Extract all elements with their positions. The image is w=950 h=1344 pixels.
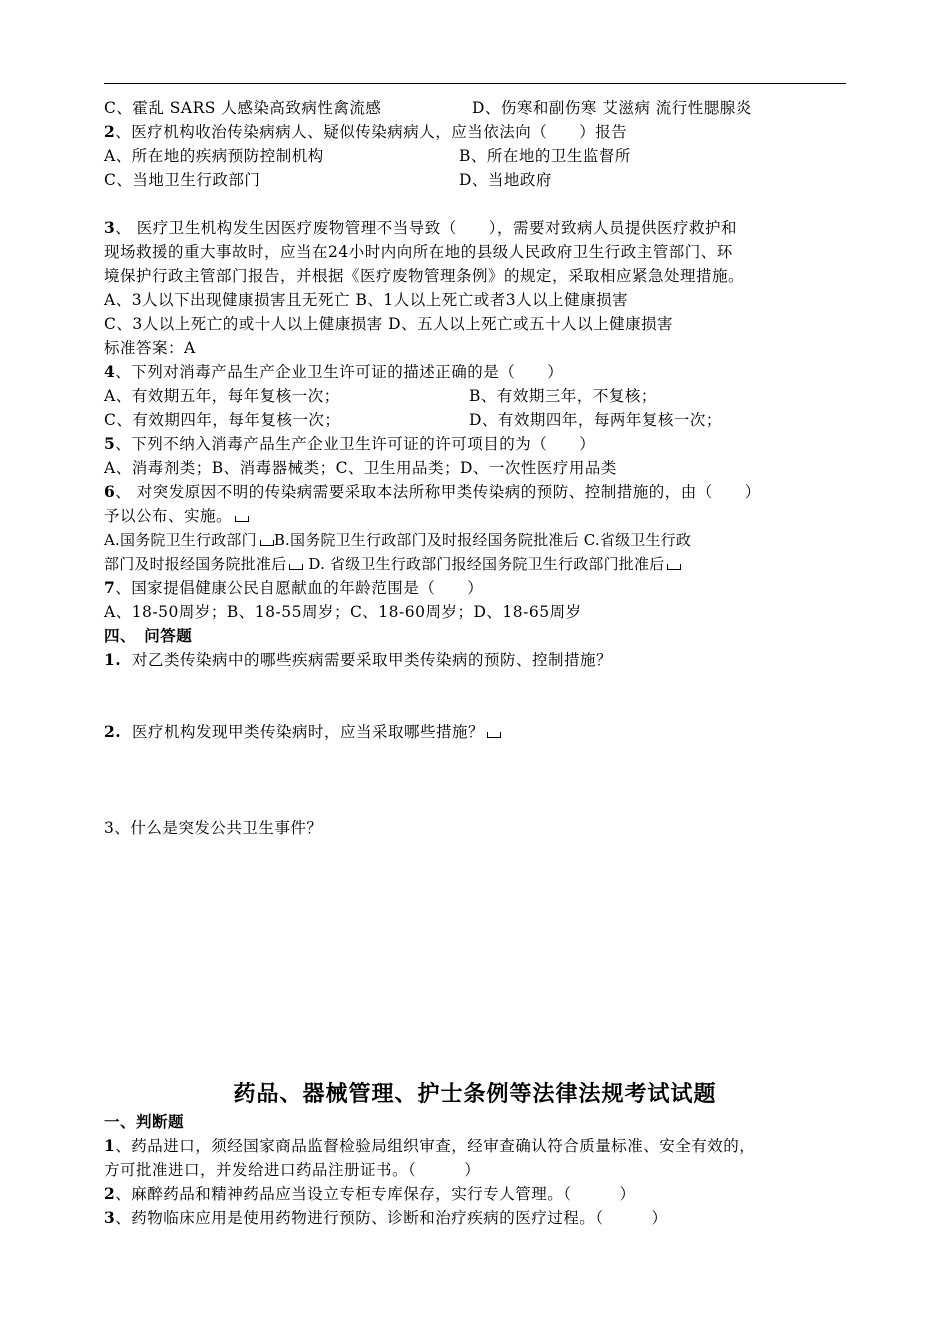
question-text: 医疗机构发现甲类传染病时，应当采取哪些措施？ <box>121 723 485 741</box>
question-number: 1. <box>104 650 122 669</box>
q4-option-b: B、有效期三年，不复核； <box>469 387 657 405</box>
q6-options-line-1 <box>104 530 691 550</box>
paragraph-mark-icon <box>235 516 249 522</box>
question-number: 5 <box>104 434 116 453</box>
tf-question-2 <box>104 1184 636 1204</box>
question-text: 、国家提倡健康公民自愿献血的年龄范围是（ ） <box>115 579 484 597</box>
q4-option-d: D、有效期四年，每两年复核一次； <box>469 411 722 429</box>
question-number: 2 <box>104 122 116 141</box>
section-heading: 一、判断题 <box>104 1112 185 1131</box>
question-number: 6 <box>104 482 116 501</box>
essay-question-1 <box>104 650 612 670</box>
question-text: 、 对突发原因不明的传染病需要采取本法所称甲类传染病的预防、控制措施的，由（ ） <box>115 483 761 501</box>
header-rule <box>104 83 846 84</box>
q5-options: A、消毒剂类；B、消毒器械类；C、卫生用品类；D、一次性医疗用品类 <box>104 459 617 477</box>
question-text: 、药品进口，须经国家商品监督检验局组织审查，经审查确认符合质量标准、安全有效的， <box>115 1137 756 1155</box>
paragraph-mark-icon <box>487 732 501 738</box>
question-6-line-2 <box>104 506 249 526</box>
essay-question-2 <box>104 722 501 742</box>
question-number: 7 <box>104 578 116 597</box>
q2-option-b: B、所在地的卫生监督所 <box>459 147 631 165</box>
question-text: 、下列不纳入消毒产品生产企业卫生许可证的许可项目的为（ ） <box>115 435 596 453</box>
q7-options: A、18-50周岁；B、18-55周岁；C、18-60周岁；D、18-65周岁 <box>104 603 582 621</box>
question-7 <box>104 578 483 598</box>
q3-options-cd: C、3人以上死亡的或十人以上健康损害 D、五人以上死亡或五十人以上健康损害 <box>104 315 674 333</box>
question-text: 、下列对消毒产品生产企业卫生许可证的描述正确的是（ ） <box>115 363 564 381</box>
q2-option-d: D、当地政府 <box>459 171 552 189</box>
exam-title: 药品、器械管理、护士条例等法律法规考试试题 <box>233 1081 717 1107</box>
question-text: 、 医疗卫生机构发生因医疗废物管理不当导致（ ），需要对致病人员提供医疗救护和 <box>115 219 737 237</box>
q4-option-a: A、有效期五年，每年复核一次； <box>104 387 340 405</box>
section-heading: 四、 问答题 <box>104 626 193 645</box>
q6-options-line-2 <box>104 554 681 574</box>
paragraph-mark-icon <box>260 540 274 546</box>
question-number: 2 <box>104 1184 116 1203</box>
q3-answer: 标准答案：A <box>104 339 196 357</box>
question-text: 对乙类传染病中的哪些疾病需要采取甲类传染病的预防、控制措施？ <box>121 651 613 669</box>
q3-options-ab: A、3人以下出现健康损害且无死亡 B、1人以上死亡或者3人以上健康损害 <box>104 291 629 309</box>
question-text: 、药物临床应用是使用药物进行预防、诊断和治疗疾病的医疗过程。（ ） <box>115 1209 668 1227</box>
question-3-line-3: 境保护行政主管部门报告，并根据《医疗废物管理条例》的规定，采取相应紧急处理措施。 <box>104 267 745 285</box>
tf-question-3 <box>104 1208 668 1228</box>
question-text: 、医疗机构收治传染病病人、疑似传染病病人，应当依法向（ ）报告 <box>115 123 628 141</box>
tf-question-1-line-1 <box>104 1136 755 1156</box>
paragraph-mark-icon <box>667 564 681 570</box>
question-number: 3 <box>104 1208 116 1227</box>
essay-question-3: 3、什么是突发公共卫生事件？ <box>104 819 323 837</box>
question-number: 2. <box>104 722 122 741</box>
question-text: 予以公布、实施。 <box>104 507 233 525</box>
q1-option-c: C、霍乱 SARS 人感染高致病性禽流感 <box>104 99 382 117</box>
question-3-line-2: 现场救援的重大事故时，应当在24小时内向所在地的县级人民政府卫生行政主管部门、环 <box>104 243 733 261</box>
q6-option-b: B.国务院卫生行政部门及时报经国务院批准后 C.省级卫生行政 <box>273 531 692 549</box>
q4-option-c: C、有效期四年，每年复核一次； <box>104 411 341 429</box>
question-4 <box>104 362 563 382</box>
q6-option-c: 部门及时报经国务院批准后 <box>104 555 287 573</box>
question-2 <box>104 122 627 142</box>
question-number: 3 <box>104 218 116 237</box>
q1-option-d: D、伤寒和副伤寒 艾滋病 流行性腮腺炎 <box>472 99 752 117</box>
question-number: 4 <box>104 362 116 381</box>
paragraph-mark-icon <box>289 564 303 570</box>
q2-option-c: C、当地卫生行政部门 <box>104 171 261 189</box>
question-text: 、麻醉药品和精神药品应当设立专柜专库保存，实行专人管理。（ ） <box>115 1185 636 1203</box>
q6-option-a: A.国务院卫生行政部门 <box>104 531 257 549</box>
question-6-line-1 <box>104 482 761 502</box>
question-3-line-1 <box>104 218 737 238</box>
question-number: 1 <box>104 1136 116 1155</box>
question-5 <box>104 434 595 454</box>
q2-option-a: A、所在地的疾病预防控制机构 <box>104 147 324 165</box>
tf-question-1-line-2: 方可批准进口，并发给进口药品注册证书。（ ） <box>104 1161 481 1179</box>
q6-option-d: D. 省级卫生行政部门报经国务院卫生行政部门批准后 <box>303 555 665 573</box>
